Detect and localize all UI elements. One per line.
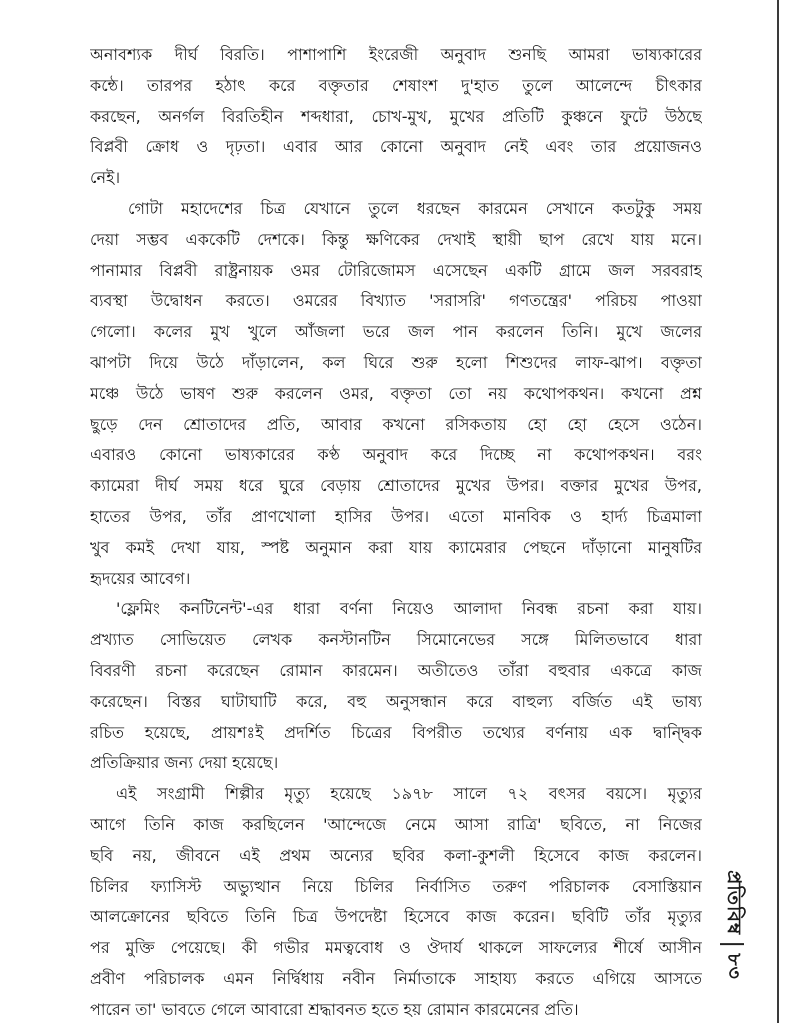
text-line: হাতের উপর, তাঁর প্রাণখোলা হাসির উপর। এতো মানবিক ও হার্দ্য চিত্রমালা <box>90 506 702 526</box>
text-line: খুব কমই দেখা যায়, স্পষ্ট অনুমান করা যায় ক্যামেরার পেছনে দাঁড়ানো মানুষটির <box>90 537 702 557</box>
text-line: প্রতিক্রিয়ার জন্য দেয়া হয়েছে। <box>90 753 279 773</box>
text-line: ছবি নয়, জীবনে এই প্রথম অন্যের ছবির কলা-কুশলী হিসেবে কাজ করলেন। <box>90 845 702 865</box>
text-line: আলক্রোনের ছবিতে তিনি চিত্র উপদেষ্টা হিসেবে কাজ করেন। ছবিটি তাঁর মৃত্যুর <box>90 907 702 927</box>
text-line: ছুড়ে দেন শ্রোতাদের প্রতি, আবার কখনো রসিকতায় হো হো হেসে ওঠেন। <box>90 414 702 434</box>
text-line: হৃদয়ের আবেগ। <box>90 568 191 588</box>
page-number: ৮৩ <box>723 953 745 980</box>
text-line: বিবরণী রচনা করেছেন রোমান কারমেন। অতীতেও তাঁরা বহুবার একত্রে কাজ <box>90 660 702 680</box>
text-line: রচিত হয়েছে, প্রায়শঃই প্রদর্শিত চিত্রের বিপরীত তথ্যের বর্ণনায় এক দ্বান্দ্বিক <box>90 722 702 742</box>
journal-name: প্রতিবিম্ব <box>723 870 745 936</box>
text-line: প্রবীণ পরিচালক এমন নির্দ্বিধায় নবীন নির্মাতাকে সাহায্য করতে এগিয়ে আসতে <box>90 968 702 988</box>
text-line: করছেন, অনর্গল বিরতিহীন শব্দধারা, চোখ-মুখ, মুখের প্রতিটি কুঞ্চনে ফুটে উঠছে <box>90 106 702 126</box>
paragraph <box>90 40 702 194</box>
text-line: অনাবশ্যক দীর্ঘ বিরতি। পাশাপাশি ইংরেজী অনুবাদ শুনছি আমরা ভাষ্যকারের <box>90 45 702 64</box>
separator-bar <box>720 943 744 945</box>
text-line: পানামার বিপ্লবী রাষ্ট্রনায়ক ওমর টোরিজোমস এসেছেন একটি গ্রামে জল সরবরাহ <box>90 260 702 280</box>
text-line: বিপ্লবী ক্রোধ ও দৃঢ়তা। এবার আর কোনো অনুবাদ নেই এবং তার প্রয়োজনও <box>90 137 702 157</box>
text-line: আগে তিনি কাজ করছিলেন 'আন্দেজে নেমে আসা রাত্রি' ছবিতে, না নিজের <box>90 814 702 834</box>
text-line: ব্যবস্থা উদ্বোধন করতে। ওমরের বিখ্যাত 'সরাসরি' গণতন্ত্রের' পরিচয় পাওয়া <box>90 291 702 311</box>
text-line: প্রখ্যাত সোভিয়েত লেখক কনস্টানটিন সিমোনেভের সঙ্গে মিলিতভাবে ধারা <box>90 630 702 650</box>
text-line: মঞ্চে উঠে ভাষণ শুরু করলেন ওমর, বক্তৃতা তো নয় কথোপকথন। কখনো প্রশ্ন <box>90 383 702 403</box>
paragraph <box>90 779 702 1025</box>
running-footer <box>716 870 748 980</box>
text-line: ঝাপটা দিয়ে উঠে দাঁড়ালেন, কল ঘিরে শুরু হলো শিশুদের লাফ-ঝাপ। বক্তৃতা <box>90 352 702 372</box>
paragraph <box>90 194 702 594</box>
page-edge-line <box>777 0 779 1023</box>
text-line: গোটা মহাদেশের চিত্র যেখানে তুলে ধরছেন কারমেন সেখানে কতটুকু সময় <box>128 198 702 218</box>
text-line: নেই। <box>90 168 121 188</box>
text-line: করেছেন। বিস্তর ঘাটাঘাটি করে, বহু অনুসন্ধান করে বাহুল্য বর্জিত এই ভাষ্য <box>90 691 702 711</box>
text-line: 'ফ্লেমিং কনটিনেন্ট'-এর ধারা বর্ণনা নিয়েও আলাদা নিবন্ধ রচনা করা যায়। <box>116 599 702 619</box>
text-line: গেলো। কলের মুখ খুলে আঁজলা ভরে জল পান করলেন তিনি। মুখে জলের <box>90 322 702 342</box>
paragraph <box>90 594 702 779</box>
text-line: এবারও কোনো ভাষ্যকারের কণ্ঠ অনুবাদ করে দিচ্ছে না কথোপকথন। বরং <box>90 445 702 465</box>
text-line: ক্যামেরা দীর্ঘ সময় ধরে ঘুরে বেড়ায় শ্রোতাদের মুখের উপর। বক্তার মুখের উপর, <box>90 476 702 496</box>
text-line: এই সংগ্রামী শিল্পীর মৃত্যু হয়েছে ১৯৭৮ সালে ৭২ বৎসর বয়সে। মৃত্যুর <box>116 784 702 804</box>
document-body <box>90 40 702 1026</box>
text-line: চিলির ফ্যাসিস্ট অভ্যুত্থান নিয়ে চিলির নির্বাসিত তরুণ পরিচালক বেসাস্তিয়ান <box>90 876 702 896</box>
text-line: কন্ঠে। তারপর হঠাৎ করে বক্তৃতার শেষাংশ দু'হাত তুলে আলেন্দে চীৎকার <box>90 75 702 95</box>
text-line: দেয়া সম্ভব এককেটি দেশকে। কিন্তু ক্ষণিকের দেখাই স্থায়ী ছাপ রেখে যায় মনে। <box>90 229 702 249</box>
text-line: পারেন তা' ভাবতে গেলে আবারো শ্রদ্ধাবনত হতে হয় রোমান কারমেনের প্রতি। <box>90 999 579 1019</box>
page-sidebar <box>712 855 752 995</box>
text-line: পর মুক্তি পেয়েছে। কী গভীর মমত্ববোধ ও ঔদার্য থাকলে সাফল্যের শীর্ষে আসীন <box>90 938 702 958</box>
